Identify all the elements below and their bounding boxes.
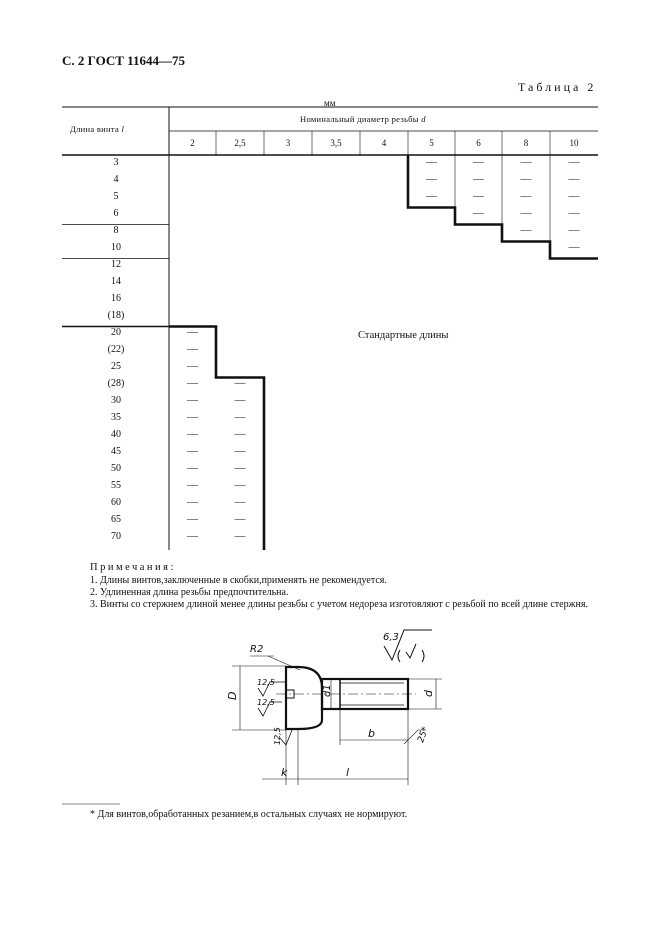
dash-cell: — [473,173,484,185]
dash-cell: — [520,156,532,168]
length-symbol: l [121,124,125,134]
dash-cell: — [473,156,484,168]
roughness-main-label: 6,3 [383,632,399,643]
radius-label: R2 [250,644,264,655]
length-cell: 30 [111,395,121,406]
length-cell: 40 [111,429,121,440]
table-caption: Таблица 2 [518,80,597,94]
dash-cell: — [568,207,580,219]
dash-cell: — [234,377,246,389]
length-cell: 3 [113,157,119,168]
note-2: 2. Удлиненная длина резьбы предпочтительна. [90,587,289,598]
roughness-label-3: 12,5 [273,727,282,745]
length-cell: 8 [113,225,119,236]
dash-cell: — [473,207,484,219]
length-cell: 55 [111,480,121,491]
dash-cell: — [234,445,246,457]
dash-cell: — [568,173,580,185]
diameter-cell: 6 [476,138,481,148]
diameter-header-text: Номинальный диаметр резьбы [300,114,419,124]
length-header-text: Длина винта [70,124,120,134]
diameter-cell: 3 [285,138,291,148]
length-cell: 4 [113,174,119,185]
dash-cell: — [234,462,246,474]
dash-cell: — [187,479,198,491]
dash-cell: — [426,156,437,168]
standard-lengths-label: Стандартные длины [358,330,449,341]
units-label: мм [324,98,336,108]
dash-cell: — [426,190,437,202]
diameter-cell: 10 [569,138,579,148]
length-cell: 45 [111,446,121,457]
thread-diameter-label: d [422,690,435,697]
dash-cell: — [187,445,198,457]
dash-cell: — [568,241,580,253]
dash-cell: — [234,411,246,423]
length-cell: 70 [111,531,121,542]
dash-cell: — [568,156,580,168]
length-cell: 65 [111,514,121,525]
shank-diameter-label: d1 [322,684,333,697]
length-cell: (22) [107,344,125,355]
diameter-cell: 3,5 [330,138,342,148]
diameter-cell: 8 [523,138,529,148]
dash-cell: — [187,411,198,423]
dash-cell: — [568,190,580,202]
dash-cell: — [187,530,198,542]
length-cell: 60 [111,497,121,508]
chamfer-label: 25* [416,725,432,745]
dash-cell: — [234,428,246,440]
head-height-label: k [281,766,288,779]
dash-cell: — [234,496,246,508]
length-cell: 10 [111,242,121,253]
length-cell: 5 [113,191,119,202]
length-cell: 16 [111,293,121,304]
diameter-cell: 2 [190,138,195,148]
dash-cell: — [520,224,532,236]
page-header: С. 2 ГОСТ 11644—75 [62,53,185,68]
dash-cell: — [568,224,580,236]
dash-cell: — [520,173,532,185]
dash-cell: — [234,513,246,525]
length-cell: 50 [111,463,121,474]
length-cell: 12 [111,259,121,270]
dash-cell: — [520,207,532,219]
dash-cell: — [234,479,246,491]
dash-cell: — [234,394,246,406]
dash-cell: — [187,428,198,440]
dash-cell: — [187,326,198,338]
thread-length-label: b [368,727,375,740]
dash-cell: — [187,496,198,508]
length-cell: 35 [111,412,121,423]
dash-cell: — [187,394,198,406]
dash-cell: — [473,190,484,202]
length-cell: 14 [111,276,121,287]
note-3: 3. Винты со стержнем длиной менее длины резьбы с учетом недореза изготовляют с резьбой по всей длине стержня. [90,599,588,610]
dash-cell: — [187,360,198,372]
length-cell: 20 [111,327,121,338]
length-cell: (18) [107,310,125,321]
diameter-cell: 4 [381,138,387,148]
length-label: l [346,766,350,779]
head-diameter-label: D [226,691,239,700]
diameter-cell: 2,5 [234,138,246,148]
notes-title: Примечания: [90,562,176,573]
dash-cell: — [234,530,246,542]
dash-cell: — [187,513,198,525]
diameter-symbol: d [421,114,426,124]
length-cell: 25 [111,361,121,372]
dash-cell: — [520,190,532,202]
footnote: * Для винтов,обработанных резанием,в остальных случаях не нормируют. [90,809,408,820]
length-cell: 6 [113,208,119,219]
roughness-label-2: 12,5 [257,698,275,707]
dash-cell: — [187,462,198,474]
dash-cell: — [187,343,198,355]
diameter-cell: 5 [429,138,434,148]
dash-cell: — [187,377,198,389]
length-cell: (28) [107,378,125,389]
roughness-label-1: 12,5 [257,678,275,687]
dash-cell: — [426,173,437,185]
note-1: 1. Длины винтов,заключенные в скобки,применять не рекомендуется. [90,575,387,586]
